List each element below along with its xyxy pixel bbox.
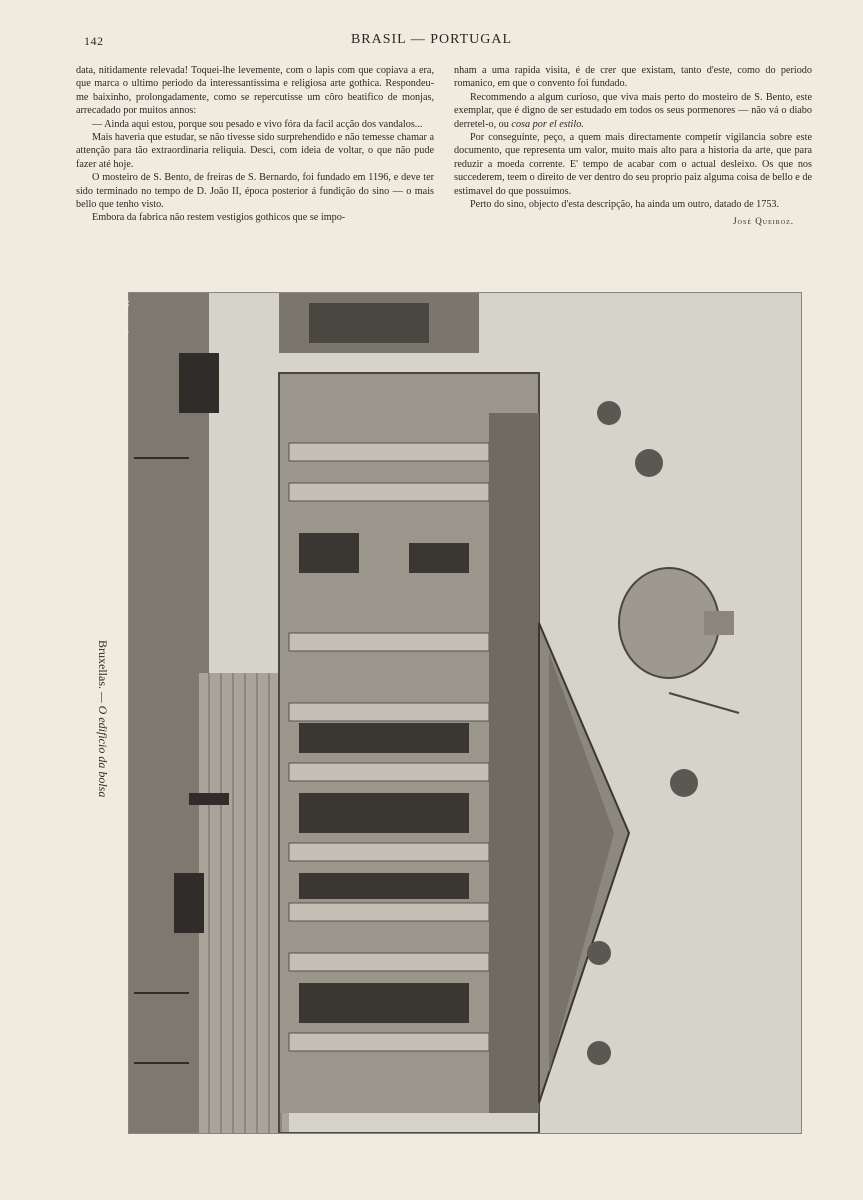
paragraph: Embora da fabrica não restem vestigios gothicos que se impo- [92,212,346,224]
paragraph: — Ainda aqui estou, porque sou pesado e vivo fóra da facil acção dos vandalos... [92,118,423,130]
paragraph: data, nitidamente relevada! Toquei-lhe levemente, com o lapis com que copiava a era, que marca o ultimo periodo da interessantissima e religiosa arte gothica. Respondeu-me baixinho, prolongadamente, como se repercutisse um côro beatifico de monjas, arrecadado por muitos annos: [76,65,434,117]
paragraph: Mais haveria que estudar, se não tivesse sido surprehendido e não temesse chamar a attenção para tão extraordinaria reliquia. Desci, com ideia de voltar, o que não pude fazer até hoje. [76,132,434,170]
italic-phrase: cosa por el estilo. [511,118,584,130]
caption-description: — O edificio da bolsa [96,692,110,798]
caption-place: Bruxellas. [96,640,110,689]
author-signature: José Queiroz. [733,216,794,227]
page-number: 142 [84,34,104,48]
paragraph: nham a uma rapida visita, é de crer que existam, tanto d'este, como do periodo romanico, em que o convento foi fundado. [454,65,812,90]
running-head: BRASIL — PORTUGAL [350,32,513,47]
bourse-building-photograph [128,292,802,1134]
paragraph: O mosteiro de S. Bento, de freiras de S. Bernardo, foi fundado em 1196, e deve ter sido terminado no tempo de D. João II, época posterior á fundição do sino — o mais bello que tenho visto. [76,172,434,211]
paragraph-text: Recommendo a algum curioso, que viva mais perto do mosteiro de S. Bento, este exemplar, que é digno de ser estudado em todos os seus pormenores — não vá o diabo derretel-o, ou [454,91,812,130]
article-body [76,64,812,274]
paragraph [454,91,812,131]
right-column [454,64,812,229]
photo-illustration [129,293,801,1133]
engraver-mark: Mec. . ..o cir [122,300,130,336]
paragraph: Perto do sino, objecto d'esta descripção, ha ainda um outro, datado de 1753. [470,199,780,211]
left-column [76,64,434,225]
figure-caption [90,640,110,798]
paragraph: Por conseguinte, peço, a quem mais directamente competir vigilancia sobre este documento, que representa um valor, muito mais alto para a historia da arte, que para reduzir a moeda corrente. E' tempo de acabar com o actual desleixo. Os que nos succederem, teem o direito de ver dentro do seu proprio paiz alguma coisa de bello e de estimavel do que possuimos. [454,132,812,197]
